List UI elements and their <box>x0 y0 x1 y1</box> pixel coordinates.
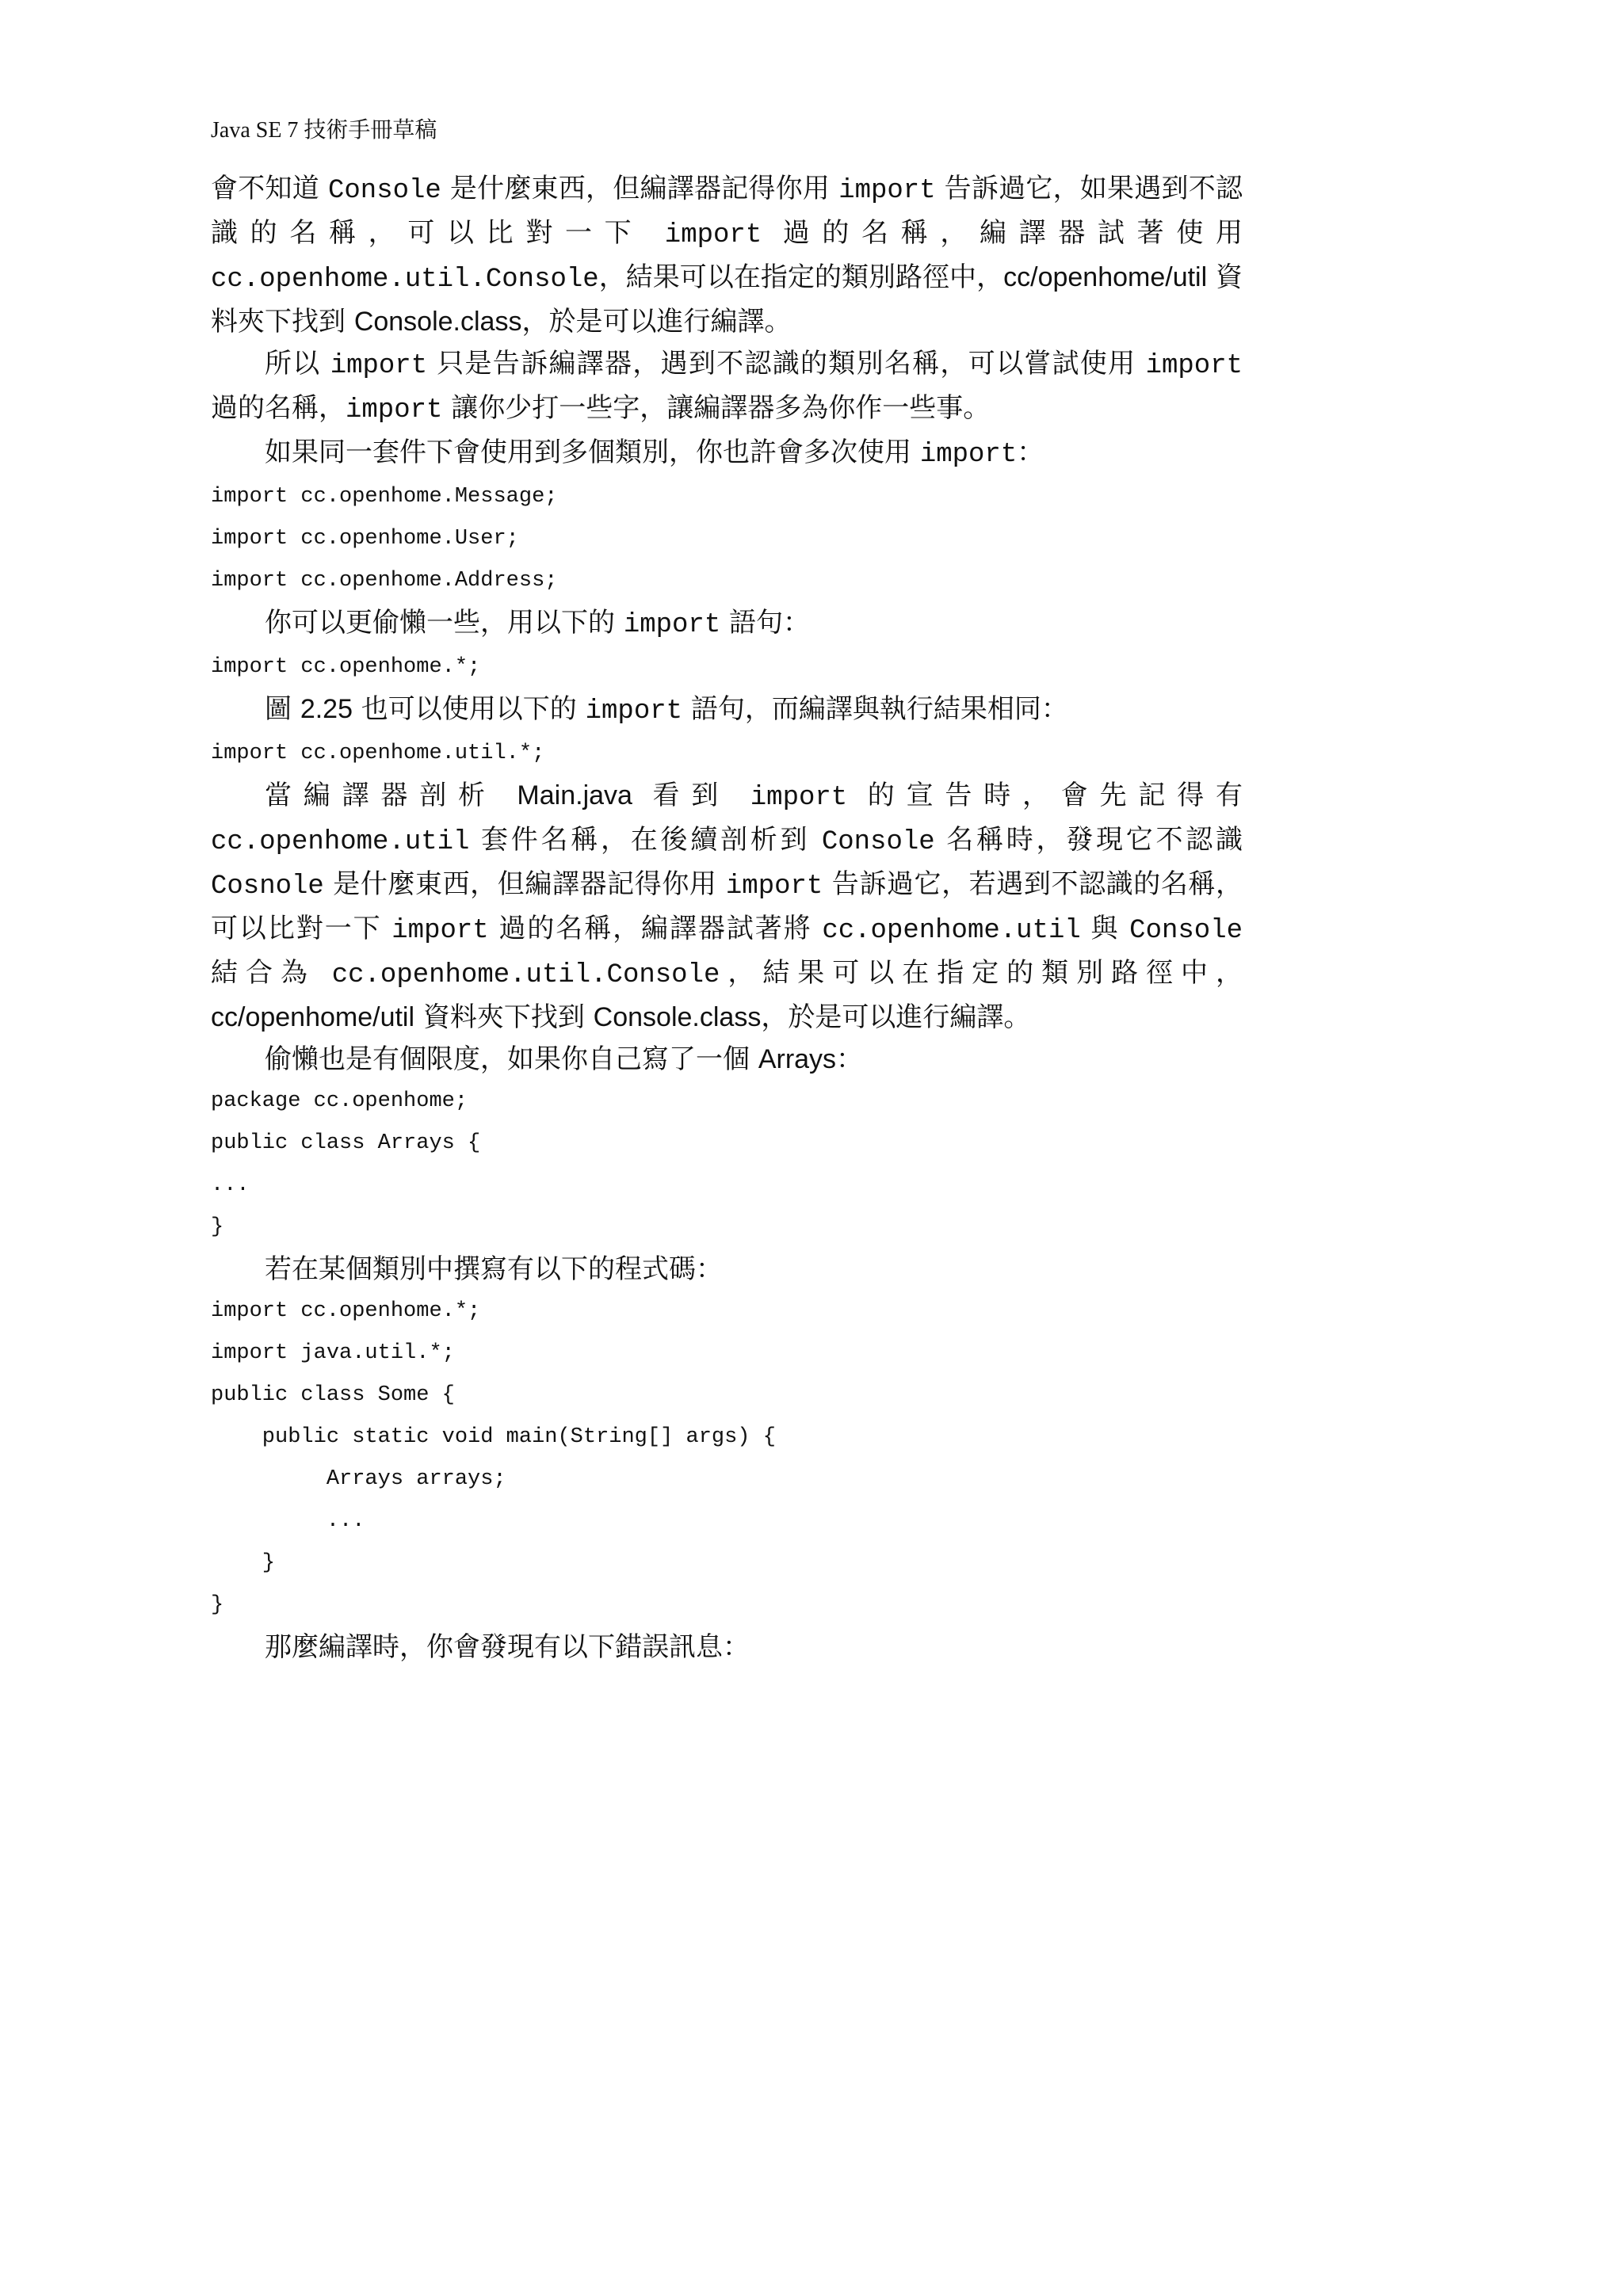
code-line: import cc.openhome.Address; <box>211 569 558 593</box>
paragraph-compile-error-intro: 那麼編譯時，你會發現有以下錯誤訊息： <box>265 1631 750 1663</box>
code-line: } <box>211 1215 224 1239</box>
code-block-util-wildcard <box>211 733 1243 775</box>
code-line: import cc.openhome.*; <box>211 1299 481 1323</box>
paragraph-laziness-limit: 偷懶也是有個限度，如果你自己寫了一個 Arrays： <box>265 1043 864 1075</box>
code-line: } <box>211 1593 224 1617</box>
code-line: package cc.openhome; <box>211 1089 468 1113</box>
paragraph-console-lookup: 會不知道 Console 是什麼東西，但編譯器記得你用 import 告訴過它，如果遇到不認識的名稱，可以比對一下 import 過的名稱，編譯器試著使用 cc.openhome.util.Console，結果可以在指定的類別路徑中，cc/openhome/util 資料夾下找到 Console.class，於是可以進行編譯。 <box>211 173 1243 338</box>
body-text <box>211 168 1243 1669</box>
code-line: Arrays arrays; <box>211 1467 506 1491</box>
paragraph-multiple-imports: 如果同一套件下會使用到多個類別，你也許會多次使用 import： <box>265 437 1044 470</box>
code-block-arrays-class <box>211 1081 1243 1249</box>
code-line: public static void main(String[] args) { <box>211 1425 776 1449</box>
code-block-imports <box>211 476 1243 602</box>
code-line: import cc.openhome.*; <box>211 655 481 679</box>
paragraph-import-purpose: 所以 import 只是告訴編譯器，遇到不認識的類別名稱，可以嘗試使用 import 過的名稱，import 讓你少打一些字，讓編譯器多為你作一些事。 <box>211 348 1243 425</box>
code-line: public class Arrays { <box>211 1131 481 1155</box>
paragraph-figure-ref: 圖 2.25 也可以使用以下的 import 語句，而編譯與執行結果相同： <box>265 693 1068 727</box>
code-line: public class Some { <box>211 1383 455 1407</box>
paragraph-compiler-parse: 當編譯器剖析 Main.java 看到 import 的宣告時，會先記得有 cc.openhome.util 套件名稱，在後續剖析到 Console 名稱時，發現它不認識 Cosnole 是什麼東西，但編譯器記得你用 import 告訴過它，若遇到不認識的名稱，可以比對一下 import 過的名稱，編譯器試著將 cc.openhome.util 與 Console 結合為 cc.openhome.util.Console，結果可以在指定的類別路徑中，cc/openhome/util 資料夾下找到 Console.class，於是可以進行編譯。 <box>211 780 1243 1033</box>
code-line: } <box>211 1551 276 1575</box>
code-block-wildcard <box>211 646 1243 688</box>
code-line: ... <box>211 1509 365 1533</box>
code-line: import cc.openhome.util.*; <box>211 742 545 765</box>
running-header: Java SE 7 技術手冊草稿 <box>211 118 437 143</box>
code-block-some-class <box>211 1291 1243 1627</box>
paragraph-some-class-intro: 若在某個類別中撰寫有以下的程式碼： <box>265 1253 723 1285</box>
code-line: import cc.openhome.Message; <box>211 485 558 509</box>
code-line: ... <box>211 1173 250 1197</box>
code-line: import java.util.*; <box>211 1341 455 1365</box>
paragraph-wildcard-import: 你可以更偷懶一些，用以下的 import 語句： <box>265 607 811 640</box>
code-line: import cc.openhome.User; <box>211 527 519 551</box>
